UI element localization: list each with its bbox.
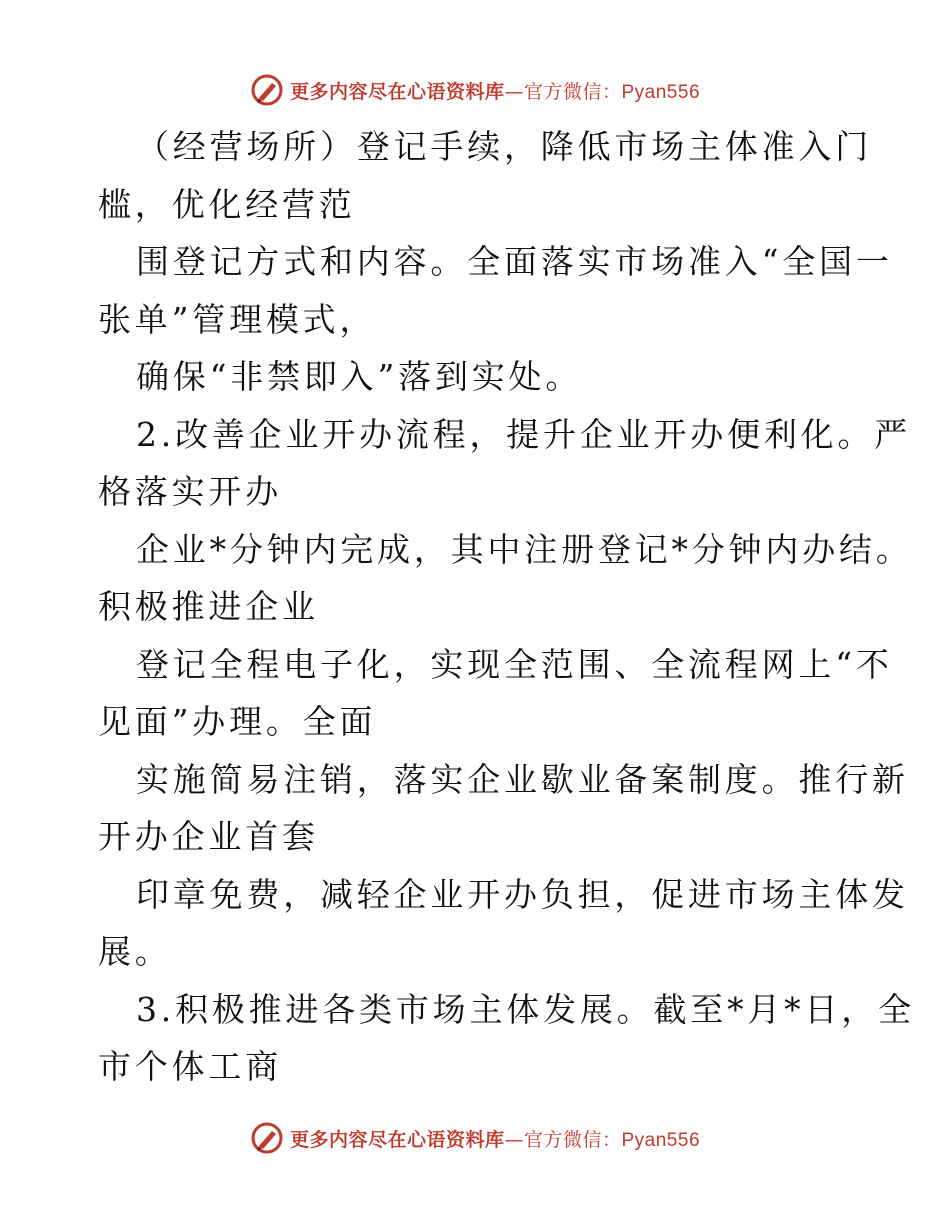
text-line: （经营场所）登记手续，降低市场主体准入门 (136, 127, 872, 166)
pen-logo-icon (250, 73, 284, 107)
watermark-dash: — (504, 80, 524, 103)
text-line: 印章免费，减轻企业开办负担，促进市场主体发 (136, 874, 909, 914)
watermark-contact: 官方微信： (523, 1128, 622, 1151)
text-line: 槛，优化经营范 (98, 184, 356, 224)
watermark-text (290, 1125, 700, 1152)
watermark-wechat: Pyan556 (621, 1129, 701, 1151)
watermark-contact: 官方微信： (523, 80, 622, 103)
watermark-dash: — (504, 1128, 524, 1151)
text-line: 企业*分钟内完成，其中注册登记*分钟内办结。 (136, 529, 913, 569)
text-line: 3.积极推进各类市场主体发展。截至*月*日，全 (136, 989, 915, 1029)
text-line: 展。 (98, 932, 172, 971)
text-line: 张单”管理模式， (98, 299, 377, 339)
text-line: 登记全程电子化，实现全范围、全流程网上“不 (136, 644, 893, 684)
watermark-label: 更多内容尽在心语资料库 (289, 80, 505, 103)
text-line: 积极推进企业 (98, 587, 319, 626)
footer-watermark (0, 1118, 950, 1158)
header-watermark (0, 70, 950, 110)
text-line: 开办企业首套 (98, 817, 319, 856)
document-body (98, 118, 915, 1096)
watermark-wechat: Pyan556 (621, 81, 701, 103)
text-line: 市个体工商 (98, 1047, 282, 1086)
pen-logo-icon (250, 1121, 284, 1155)
text-line: 见面”办理。全面 (98, 702, 377, 741)
text-line: 确保“非禁即入”落到实处。 (136, 357, 583, 396)
text-line: 围登记方式和内容。全面落实市场准入“全国一 (136, 242, 893, 281)
watermark-label: 更多内容尽在心语资料库 (289, 1128, 505, 1151)
text-line: 格落实开办 (98, 472, 282, 511)
text-line: 实施简易注销，落实企业歇业备案制度。推行新 (136, 759, 909, 799)
text-line: 2.改善企业开办流程，提升企业开办便利化。严 (136, 414, 912, 454)
watermark-text (290, 77, 700, 104)
